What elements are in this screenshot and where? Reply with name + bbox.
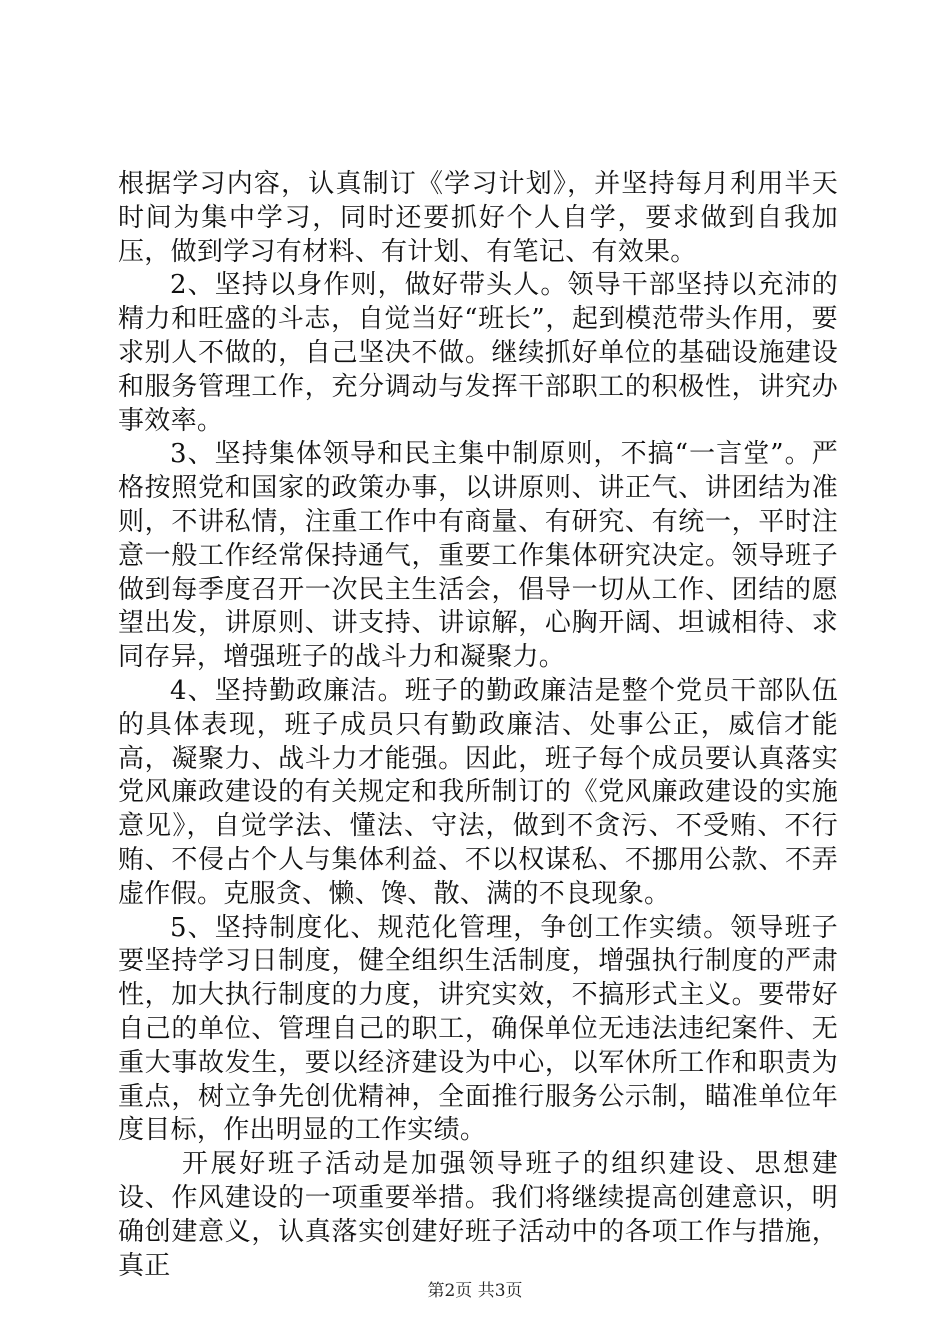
- paragraph-item-3: 3、坚持集体领导和民主集中制原则，不搞“一言堂”。严格按照党和国家的政策办事，以讲原则、讲正气、讲团结为准则，不讲私情，注重工作中有商量、有研究、有统一，平时注意一般工作经常保持通气，重要工作集体研究决定。领导班子做到每季度召开一次民主生活会，倡导一切从工作、团结的愿望出发，讲原则、讲支持、讲谅解，心胸开阔、坦诚相待、求同存异，增强班子的战斗力和凝聚力。: [118, 439, 838, 673]
- page-number-footer: 第2页 共3页: [427, 1281, 523, 1301]
- paragraph-study-plan: 根据学习内容，认真制订《学习计划》，并坚持每月利用半天时间为集中学习，同时还要抓好个人自学，要求做到自我加压，做到学习有材料、有计划、有笔记、有效果。: [118, 169, 838, 267]
- paragraph-item-2: 2、坚持以身作则，做好带头人。领导干部坚持以充沛的精力和旺盛的斗志，自觉当好“班长”，起到模范带头作用，要求别人不做的，自己坚决不做。继续抓好单位的基础设施建设和服务管理工作，充分调动与发挥干部职工的积极性，讲究办事效率。: [118, 270, 838, 436]
- paragraph-item-4: 4、坚持勤政廉洁。班子的勤政廉洁是整个党员干部队伍的具体表现，班子成员只有勤政廉洁、处事公正，威信才能高，凝聚力、战斗力才能强。因此，班子每个成员要认真落实党风廉政建设的有关规定和我所制订的《党风廉政建设的实施意见》，自觉学法、懂法、守法，做到不贪污、不受贿、不行贿、不侵占个人与集体利益、不以权谋私、不挪用公款、不弄虚作假。克服贪、懒、馋、散、满的不良现象。: [118, 675, 838, 909]
- document-body: [118, 168, 838, 1283]
- paragraph-item-5: 5、坚持制度化、规范化管理，争创工作实绩。领导班子要坚持学习日制度，健全组织生活制度，增强执行制度的严肃性，加大执行制度的力度，讲究实效，不搞形式主义。要带好自己的单位、管理自己的职工，确保单位无违法违纪案件、无重大事故发生，要以经济建设为中心，以军休所工作和职责为重点，树立争先创优精神，全面推行服务公示制，瞄准单位年度目标，作出明显的工作实绩。: [118, 912, 838, 1146]
- paragraph-conclusion: 开展好班子活动是加强领导班子的组织建设、思想建设、作风建设的一项重要举措。我们将继续提高创建意识，明确创建意义，认真落实创建好班子活动中的各项工作与措施，真正: [118, 1149, 838, 1281]
